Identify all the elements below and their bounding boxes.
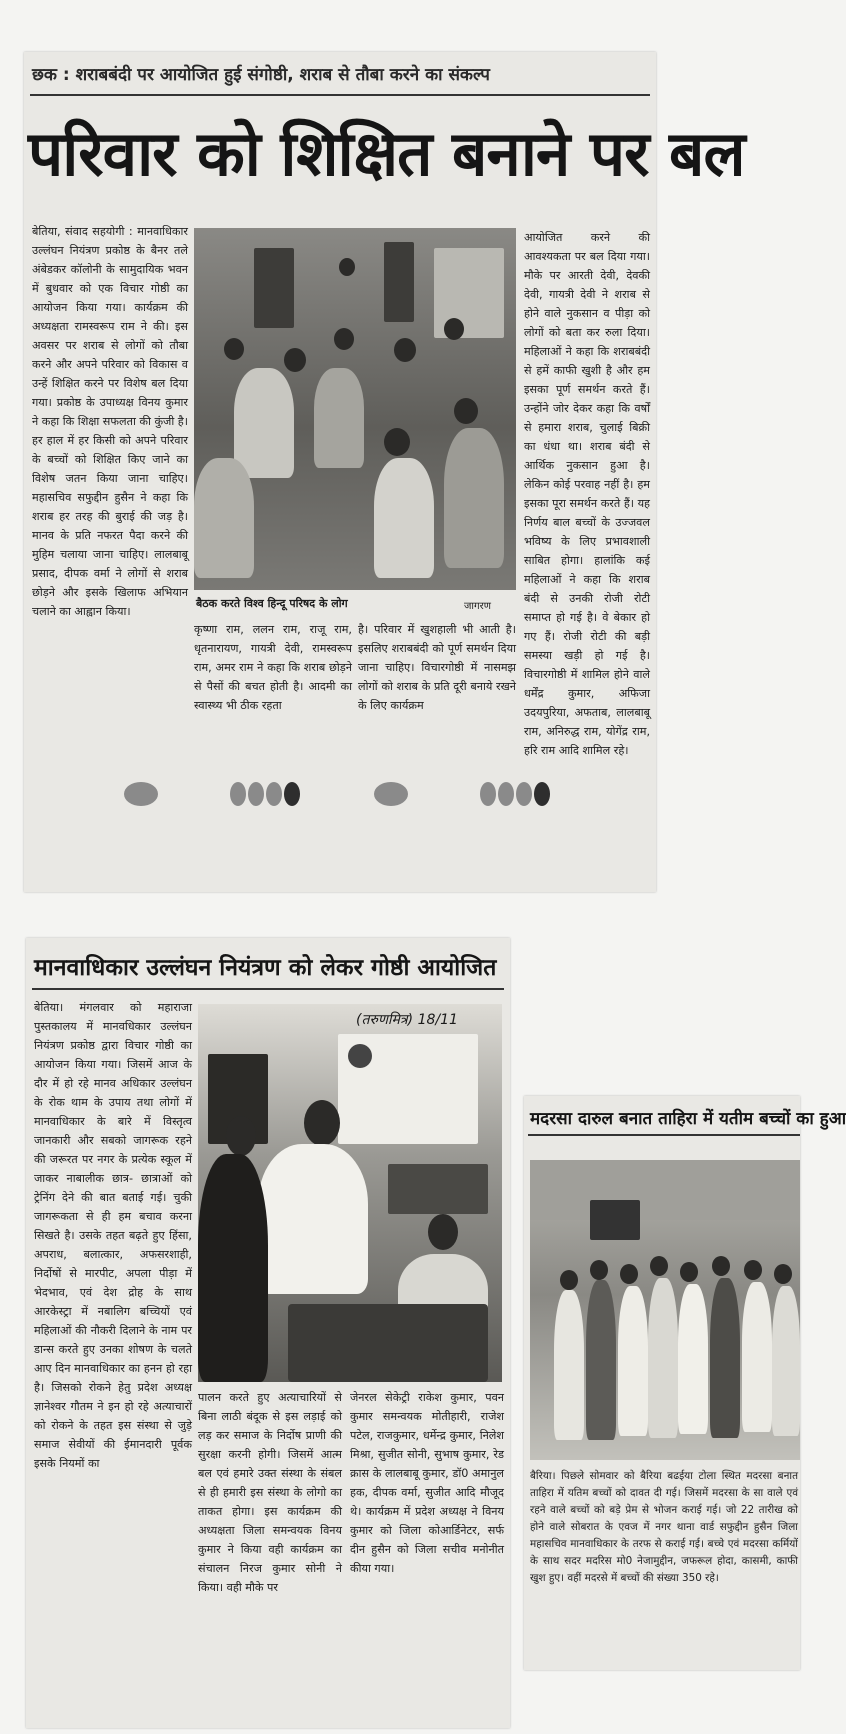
news-clipping-madarsa — [524, 1096, 846, 1670]
clip1-column-4: आयोजित करने की आवश्यकता पर बल दिया गया। मौके पर आरती देवी, देवकी देवी, गायत्री देवी ने शराब से होने वाले नुकसान व पीड़ा को लोगों को बता कर रुला दिया। महिलाओं ने कहा कि शराबबंदी से हमें काफी खुशी है और हम इसका पूर्ण समर्थन करते हैं। उन्होंने जोर देकर कहा कि वर्षों से हमारा शराब, चुलाई बिक्री का धंधा था। शराब बंदी से आर्थिक नुकसान हुआ है। लेकिन कोई परवाह नहीं है। हम इसका पूरा समर्थन करते हैं। यह निर्णय बाल बच्चों के उज्जवल भविष्य के लिए प्रभावशाली साबित होगा। हालांकि कई महिलाओं ने कहा कि शराब बंदी से उनकी रोजी रोटी समाप्त हो गई है। वे बेकार हो गए हैं। रोजी रोटी की बड़ी समस्या खड़ी हो गई है। विचारगोष्ठी में शामिल होने वाले धर्मेंद्र कुमार, अफिजा उदयपुरिया, अफताब, लालबाबू राम, अनिरुद्ध राम, योगेंद्र राम, हरि राम आदि शामिल रहे। — [524, 231, 650, 757]
scan-dot — [480, 782, 496, 806]
clip1-kicker: छक : शराबबंदी पर आयोजित हुई संगोष्ठी, शराब से तौबा करने का संकल्प — [32, 65, 490, 85]
scan-dot — [266, 782, 282, 806]
news-clipping-manavadhikar — [26, 938, 510, 1728]
clip1-column-1: बेतिया, संवाद सहयोगी : मानवाधिकार उल्लंघन नियंत्रण प्रकोष्ठ के बैनर तले अंबेडकर कॉलोनी के सामुदायिक भवन में बुधवार को एक विचार गोष्ठी का आयोजन किया गया। कार्यक्रम की अध्यक्षता रामस्वरूप राम ने की। इस अवसर पर शराब से लोगों को तौबा करने और अपने परिवार को विकास व उन्हें शिक्षित करने पर विशेष बल दिया गया। प्रकोष्ठ के उपाध्यक्ष विनय कुमार ने कहा कि शिक्षा सफलता की कुंजी है। हर हाल में हर किसी को अपने परिवार के बच्चों को शिक्षित किए जाने का विशेष जतन किया जाना चाहिए। महासचिव सफुद्दीन हुसैन ने कहा कि शराब हर तरह की बुराई की जड़ है। मानव के प्रति नफरत पैदा करने की मुहिम चलाया जाना चाहिए। लालबाबू प्रसाद, दीपक वर्मा ने लोगों से शराब छोड़ने और इसके खिलाफ अभियान चलाने का आह्वान किया। — [32, 225, 188, 618]
clip1-photo-credit: जागरण — [464, 601, 491, 612]
clip2-event-photo — [198, 1004, 502, 1382]
scan-dot — [248, 782, 264, 806]
clip2-headline: मानवाधिकार उल्लंघन नियंत्रण को लेकर गोष्ठी आयोजित — [34, 954, 497, 981]
clip1-headline: परिवार को शिक्षित बनाने पर बल — [28, 117, 745, 190]
clip1-photo-caption: बैठक करते विश्व हिन्दू परिषद के लोग — [196, 597, 348, 610]
clip3-headline: मदरसा दारुल बनात ताहिरा में यतीम बच्चों का हुआ — [530, 1109, 846, 1129]
clip2-column-2: पालन करते हुए अत्याचारियों से बिना लाठी बंदूक से इस लड़ाई को लड़ कर समाज के निर्दोष प्राणी की सुरक्षा करनी होगी। जिसमें आत्म बल एवं हमारे उक्त संस्था के संबल से ही हमारी इस संस्था के लोगो का ताकत होगा। इस कार्यक्रम की अध्यक्षता जिला समन्वयक विनय कुमार ने किया वही कार्यक्रम का संचालन निरज कुमार सोनी ने किया। वही मौके पर — [198, 1391, 342, 1594]
scan-dot — [374, 782, 408, 806]
scan-dot — [124, 782, 158, 806]
clip3-headline-rule — [528, 1134, 800, 1136]
scan-dot — [284, 782, 300, 806]
scan-dot — [516, 782, 532, 806]
clip1-meeting-photo — [194, 228, 516, 590]
clip2-photo-handwriting: (तरुणमित्र) 18/11 — [356, 1012, 458, 1028]
news-clipping-sharabbandi — [24, 52, 745, 892]
clip2-column-1: बेतिया। मंगलवार को महाराजा पुस्तकालय में मानवधिकार उल्लंघन नियंत्रण प्रकोष्ठ द्वारा विचार गोष्ठी का आयोजन किया गया। जिसमें आज के दौर में हो रहे मानव अधिकार उल्लंघन के रोक थाम के उपाय तथा लोगों में मानवाधिकार के बारे में विस्तृत्व जानकारी और सबको जागरूक रहने की जरूरत पर नगर के प्रत्येक स्कूल में जाकर नाबालीक छात्र- छात्राओं को ट्रेनिंग देने की बात बताई गई। चुकी जागरूकता से ही हम बचाव करना सिखते है। उसके तहत बढ़ते हुए हिंसा, अपराध, बलात्कार, अफसरशाही, निर्दोषों से मारपीट, अपला पीड़ा में भेदभाव, एवं देश द्रोह के साथ आरकेस्ट्रा में नबालिग बच्चियों एवं महिलाओं की नौकरी दिलाने के नाम पर डान्स करते हुए उनका शोषण के चलते आए दिन मानवाधिकार का हनन हो रहा है। जिसको रोकने हेतु प्रदेश अध्यक्ष ज्ञानेश्वर गौतम ने इन हो रहे अत्याचारों को रोकने के तहत इस संस्था से जुड़े समाज सेवीयों की ईमानदारी पूर्वक इसके नियमों का — [34, 1001, 192, 1470]
clip2-column-3: जेनरल सेकेट्री राकेश कुमार, पवन कुमार समन्वयक मोतीहारी, राजेश पटेल, राजकुमार, धर्मेन्द्र कुमार, निलेश मिश्रा, सुजीत सोनी, सुभाष कुमार, रेड क्रास के लालबाबू कुमार, डॉ0 अमानुल हक, दीपक वर्मा, सुजीत आदि मौजूद थे। कार्यक्रम में प्रदेश अध्यक्ष ने विनय कुमार को जिला कोआर्डिनेटर, सर्फ दीन हुसैन को जिला सचीव मनोनीत कीया गया। — [350, 1391, 504, 1575]
scan-dot — [534, 782, 550, 806]
clip1-column-3: है। परिवार में खुशहाली भी आती है। इसलिए शराबबंदी को पूर्ण समर्थन दिया जाना चाहिए। विचारगोष्ठी में नासमझ लोगों को शराब के प्रति दूरी बनाये रखने के लिए कार्यक्रम — [358, 623, 516, 712]
clip3-body: बैरिया। पिछले सोमवार को बैरिया बढईया टोला स्थित मदरसा बनात ताहिरा में यतिम बच्चों को दावत दी गई। जिसमें मदरसा के सा वाले एवं रहने वाले बच्चों को बड़े प्रेम से भोजन कराई गई। जो 22 तारीख को होने वाले सोबरात के एवज में नगर थाना वार्ड सफुद्दीन हुसैन जिला महासचिव मानवाधिकार के तरफ से कराई गई। बच्चे एवं मदरसा कर्मियों के साथ सदर मदरिस मो0 नेजामुद्दीन, जफरूल होदा, कासमी, काफी खुश हुए। वहीं मदरसे में बच्चों की संख्या 350 रहे। — [530, 1470, 798, 1584]
scan-dot — [230, 782, 246, 806]
clip1-column-2: कृष्णा राम, ललन राम, राजू राम, धृतनारायण, गायत्री देवी, रामस्वरूप राम, अमर राम ने कहा कि शराब छोड़ने से पैसों की बचत होती है। आदमी का स्वास्थ्य भी ठीक रहता — [194, 623, 352, 712]
clip3-children-photo — [530, 1160, 800, 1460]
scan-dot — [498, 782, 514, 806]
clip1-kicker-rule — [30, 94, 650, 96]
clip2-headline-rule — [32, 988, 504, 990]
